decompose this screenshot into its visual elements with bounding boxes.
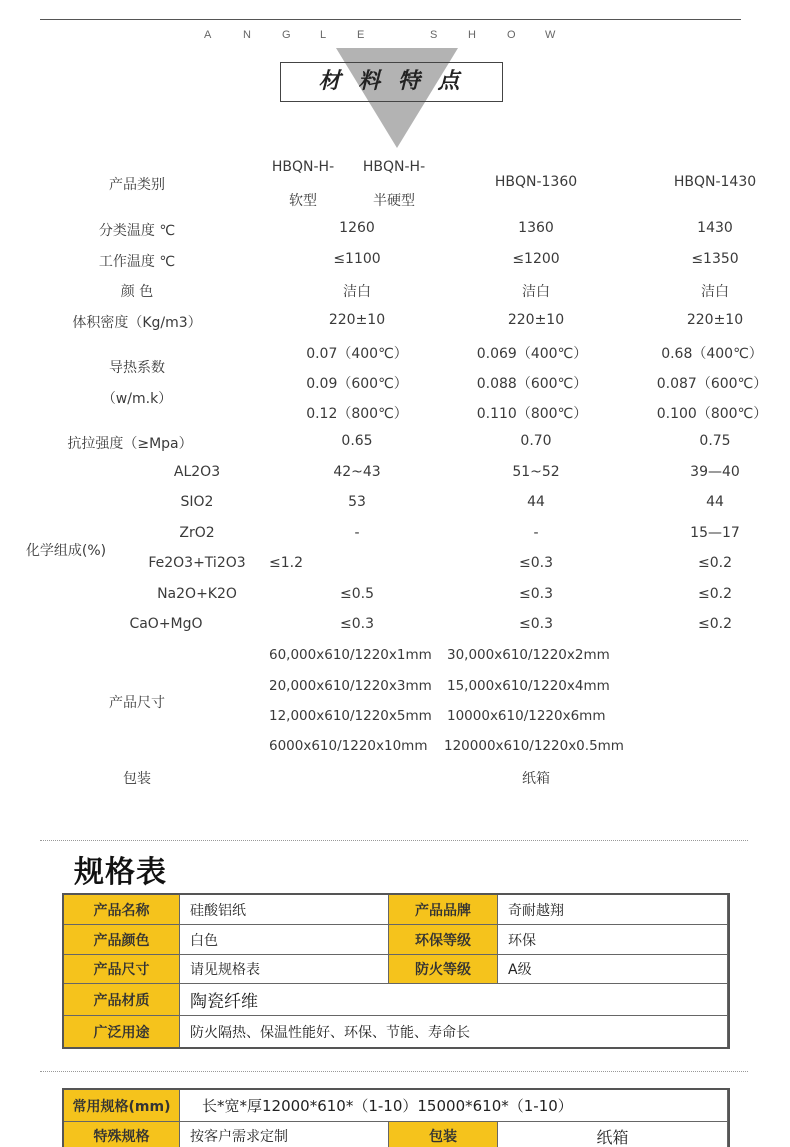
cell-value: 0.75 <box>699 433 731 449</box>
cell-value: ≤0.3 <box>519 616 553 632</box>
cell-value: 220±10 <box>328 312 386 328</box>
cell-value: 0.07（400℃） <box>306 346 408 362</box>
cell-value: 39—40 <box>690 464 740 480</box>
cell-value: ≤0.2 <box>698 586 732 602</box>
brand-letter: W <box>545 29 556 41</box>
spec-key: 产品颜色 <box>64 925 180 955</box>
cell-value: 220±10 <box>686 312 744 328</box>
row-label-class-temp: 分类温度 ℃ <box>98 223 176 239</box>
dotted-divider <box>40 1071 748 1072</box>
size-value: 60,000x610/1220x1mm <box>269 647 432 663</box>
brand-letter: H <box>468 29 476 41</box>
size-value: 30,000x610/1220x2mm <box>447 647 610 663</box>
spec-key: 环保等级 <box>389 925 498 955</box>
cell-value: ≤0.2 <box>698 616 732 632</box>
brand-letter: N <box>243 29 251 41</box>
cell-value: - <box>533 525 539 541</box>
cell-value: 42~43 <box>333 464 381 480</box>
composition-name: SIO2 <box>180 494 214 510</box>
spec-key: 广泛用途 <box>64 1016 180 1047</box>
spec-value: 防火隔热、保温性能好、环保、节能、寿命长 <box>180 1016 728 1047</box>
spec-table-title: 规格表 <box>74 855 167 890</box>
spec-key: 特殊规格 <box>64 1122 180 1147</box>
cell-value: 0.087（600℃） <box>656 376 768 392</box>
size-value: 120000x610/1220x0.5mm <box>444 738 624 754</box>
spec-value: 长*宽*厚12000*610*（1-10）15000*610*（1-10） <box>180 1090 728 1122</box>
cell-value: 洁白 <box>701 284 729 300</box>
spec-value: 请见规格表 <box>180 955 389 984</box>
cell-value: 44 <box>706 494 724 510</box>
cell-value: 0.70 <box>520 433 552 449</box>
cell-value: 纸箱 <box>522 771 550 787</box>
cell-value: ≤1200 <box>512 251 560 267</box>
composition-name: Na2O+K2O <box>157 586 237 602</box>
cell-value: 51~52 <box>512 464 560 480</box>
cell-value: ≤0.5 <box>340 586 374 602</box>
spec-key: 产品名称 <box>64 895 180 925</box>
cell-value: 0.65 <box>341 433 373 449</box>
cell-value: ≤1100 <box>333 251 381 267</box>
spec-table-extra <box>62 1088 730 1147</box>
cell-value: ≤0.2 <box>698 555 732 571</box>
row-label-composition: 化学组成(%) <box>25 543 107 559</box>
cell-value: 0.100（800℃） <box>656 406 768 422</box>
size-value: 20,000x610/1220x3mm <box>269 678 432 694</box>
cell-value: 洁白 <box>343 284 371 300</box>
column-header: 半硬型 <box>373 193 415 209</box>
size-value: 10000x610/1220x6mm <box>447 708 606 724</box>
cell-value: 0.09（600℃） <box>306 376 408 392</box>
spec-key: 产品材质 <box>64 984 180 1016</box>
spec-value: 白色 <box>180 925 389 955</box>
size-value: 6000x610/1220x10mm <box>269 738 428 754</box>
cell-value: 44 <box>527 494 545 510</box>
dotted-divider <box>40 840 748 841</box>
column-header: HBQN-H- <box>271 159 335 175</box>
composition-name: ZrO2 <box>179 525 215 541</box>
size-value: 15,000x610/1220x4mm <box>447 678 610 694</box>
column-header: HBQN-H- <box>362 159 426 175</box>
column-header: HBQN-1430 <box>673 174 757 190</box>
spec-value: 奇耐越翔 <box>498 895 728 925</box>
row-label-tensile: 抗拉强度（≥Mpa） <box>67 436 193 452</box>
row-label-color: 颜 色 <box>120 284 154 300</box>
spec-value: 纸箱 <box>498 1122 728 1147</box>
cell-value: 0.12（800℃） <box>306 406 408 422</box>
cell-value: ≤1350 <box>691 251 739 267</box>
brand-letter: A <box>204 29 212 41</box>
column-header: 软型 <box>289 193 317 209</box>
spec-key: 产品尺寸 <box>64 955 180 984</box>
cell-value: 15—17 <box>690 525 740 541</box>
cell-value: 1430 <box>697 220 733 236</box>
cell-value: 53 <box>348 494 366 510</box>
spec-key: 包装 <box>389 1122 498 1147</box>
cell-value: ≤0.3 <box>519 555 553 571</box>
spec-table <box>62 893 730 1049</box>
row-label-work-temp: 工作温度 ℃ <box>98 254 176 270</box>
brand-letter: L <box>320 29 327 41</box>
spec-value: 陶瓷纤维 <box>180 984 728 1016</box>
composition-name: Fe2O3+Ti2O3 <box>148 555 246 571</box>
row-label-density: 体积密度（Kg/m3） <box>72 315 202 331</box>
spec-value: A级 <box>498 955 728 984</box>
composition-name: CaO+MgO <box>129 616 203 632</box>
row-label-category: 产品类别 <box>109 177 165 193</box>
cell-value: ≤0.3 <box>340 616 374 632</box>
spec-key: 产品品牌 <box>389 895 498 925</box>
size-value: 12,000x610/1220x5mm <box>269 708 432 724</box>
row-label-size: 产品尺寸 <box>109 695 165 711</box>
composition-name: AL2O3 <box>173 464 221 480</box>
cell-value: 0.069（400℃） <box>476 346 588 362</box>
spec-value: 按客户需求定制 <box>180 1122 389 1147</box>
cell-value: 220±10 <box>507 312 565 328</box>
cell-value: 1260 <box>339 220 375 236</box>
cell-value: ≤0.3 <box>519 586 553 602</box>
cell-value: 洁白 <box>522 284 550 300</box>
spec-key: 常用规格(mm) <box>64 1090 180 1122</box>
column-header: HBQN-1360 <box>494 174 578 190</box>
cell-value: ≤1.2 <box>269 555 303 571</box>
section-title: 材 料 特 点 <box>318 69 465 94</box>
row-label-conductivity-unit: （w/m.k） <box>101 391 173 407</box>
row-label-conductivity: 导热系数 <box>109 360 165 376</box>
brand-letter: O <box>507 29 516 41</box>
spec-key: 防火等级 <box>389 955 498 984</box>
spec-value: 硅酸铝纸 <box>180 895 389 925</box>
cell-value: - <box>354 525 360 541</box>
spec-value: 环保 <box>498 925 728 955</box>
cell-value: 0.088（600℃） <box>476 376 588 392</box>
cell-value: 0.110（800℃） <box>476 406 588 422</box>
brand-letter: S <box>430 29 438 41</box>
cell-value: 0.68（400℃） <box>661 346 763 362</box>
cell-value: 1360 <box>518 220 554 236</box>
row-label-packing: 包装 <box>123 771 151 787</box>
brand-letter: E <box>357 29 365 41</box>
brand-letter: G <box>282 29 291 41</box>
